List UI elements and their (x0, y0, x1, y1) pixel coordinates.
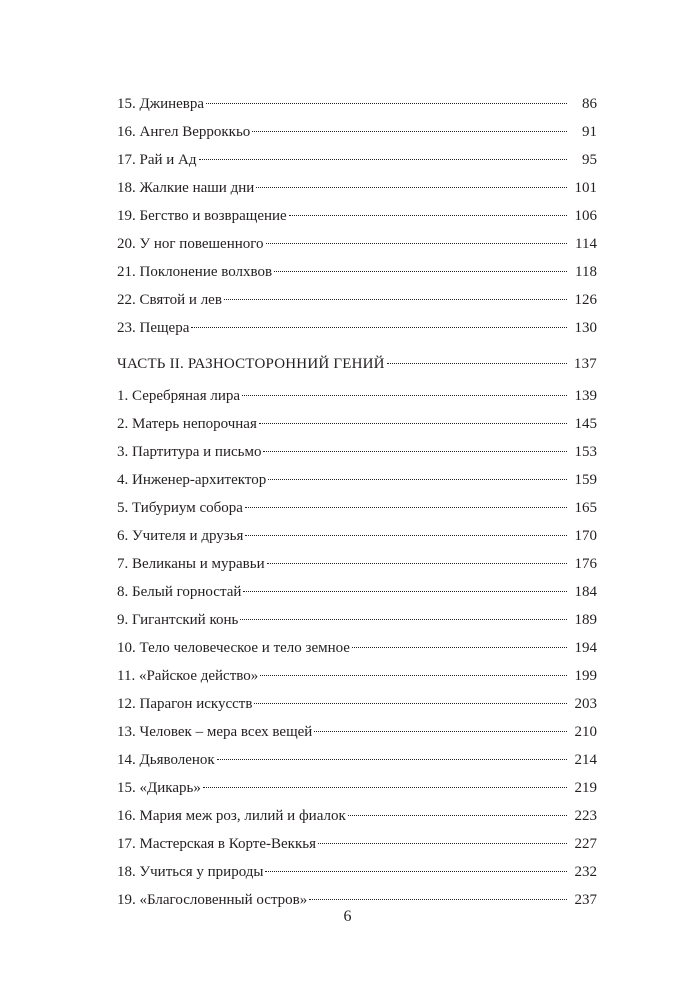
chapter-page-number: 165 (574, 500, 597, 516)
chapter-page-number: 210 (574, 724, 597, 740)
chapter-page-number: 145 (574, 416, 597, 432)
chapter-list-part-two (117, 382, 597, 914)
dot-leader (266, 243, 567, 244)
toc-entry (117, 718, 597, 746)
dot-leader (224, 299, 567, 300)
toc-entry (117, 314, 597, 342)
dot-leader (243, 591, 567, 592)
chapter-title: 5. Тибуриум собора (117, 500, 243, 516)
dot-leader (352, 647, 567, 648)
chapter-page-number: 214 (574, 752, 597, 768)
chapter-page-number: 139 (574, 388, 597, 404)
chapter-title: 2. Матерь непорочная (117, 416, 257, 432)
chapter-page-number: 189 (574, 612, 597, 628)
toc-entry (117, 258, 597, 286)
toc-entry (117, 578, 597, 606)
chapter-title: 10. Тело человеческое и тело земное (117, 640, 350, 656)
dot-leader (242, 395, 567, 396)
dot-leader (318, 843, 567, 844)
chapter-title: 20. У ног повешенного (117, 236, 264, 252)
chapter-page-number: 184 (574, 584, 597, 600)
chapter-title: 12. Парагон искусств (117, 696, 253, 712)
chapter-title: 7. Великаны и муравьи (117, 556, 265, 572)
dot-leader (199, 159, 567, 160)
chapter-title: 16. Ангел Верроккьо (117, 124, 251, 140)
chapter-page-number: 237 (574, 892, 597, 908)
chapter-page-number: 126 (574, 292, 597, 308)
chapter-title: 13. Человек – мера всех вещей (117, 724, 313, 740)
dot-leader (259, 423, 567, 424)
chapter-page-number: 95 (582, 152, 597, 168)
toc-entry (117, 690, 597, 718)
chapter-title: 16. Мария меж роз, лилий и фиалок (117, 808, 346, 824)
toc-entry (117, 466, 597, 494)
chapter-title: 15. Джиневра (117, 96, 205, 112)
chapter-title: 9. Гигантский конь (117, 612, 239, 628)
toc-entry (117, 774, 597, 802)
chapter-title: 22. Святой и лев (117, 292, 222, 308)
dot-leader (268, 479, 567, 480)
dot-leader (348, 815, 567, 816)
chapter-title: 1. Серебряная лира (117, 388, 241, 404)
dot-leader (217, 759, 567, 760)
chapter-page-number: 227 (574, 836, 597, 852)
dot-leader (260, 675, 567, 676)
table-of-contents (117, 90, 597, 914)
toc-entry (117, 494, 597, 522)
dot-leader (265, 871, 567, 872)
chapter-title: 19. «Благословенный остров» (117, 892, 308, 908)
dot-leader (191, 327, 567, 328)
toc-entry (117, 830, 597, 858)
toc-entry (117, 202, 597, 230)
toc-entry (117, 286, 597, 314)
chapter-page-number: 176 (574, 556, 597, 572)
chapter-title: 14. Дьяволенок (117, 752, 215, 768)
chapter-list-part-one (117, 90, 597, 342)
chapter-page-number: 153 (574, 444, 597, 460)
chapter-title: 8. Белый горностай (117, 584, 242, 600)
chapter-title: 4. Инженер-архитектор (117, 472, 267, 488)
toc-entry (117, 174, 597, 202)
dot-leader (252, 131, 567, 132)
chapter-page-number: 159 (574, 472, 597, 488)
toc-entry (117, 634, 597, 662)
toc-entry (117, 858, 597, 886)
page-number: 6 (343, 908, 352, 925)
toc-entry (117, 230, 597, 258)
chapter-title: 3. Партитура и письмо (117, 444, 262, 460)
dot-leader (240, 619, 567, 620)
chapter-page-number: 86 (582, 96, 597, 112)
toc-entry (117, 438, 597, 466)
dot-leader (309, 899, 567, 900)
chapter-page-number: 232 (574, 864, 597, 880)
chapter-page-number: 101 (574, 180, 597, 196)
dot-leader (387, 363, 567, 364)
chapter-title: 18. Учиться у природы (117, 864, 264, 880)
chapter-title: 19. Бегство и возвращение (117, 208, 287, 224)
dot-leader (289, 215, 567, 216)
toc-entry (117, 382, 597, 410)
toc-entry (117, 118, 597, 146)
chapter-page-number: 223 (574, 808, 597, 824)
dot-leader (254, 703, 567, 704)
chapter-page-number: 91 (582, 124, 597, 140)
toc-entry (117, 550, 597, 578)
dot-leader (274, 271, 567, 272)
toc-entry (117, 146, 597, 174)
dot-leader (267, 563, 567, 564)
chapter-title: 23. Пещера (117, 320, 190, 336)
toc-entry (117, 746, 597, 774)
part-title: ЧАСТЬ II. РАЗНОСТОРОННИЙ ГЕНИЙ (117, 356, 385, 372)
dot-leader (263, 451, 567, 452)
toc-entry (117, 802, 597, 830)
chapter-page-number: 194 (574, 640, 597, 656)
chapter-page-number: 114 (575, 236, 597, 252)
chapter-page-number: 118 (575, 264, 597, 280)
chapter-page-number: 203 (574, 696, 597, 712)
chapter-title: 15. «Дикарь» (117, 780, 201, 796)
dot-leader (203, 787, 567, 788)
dot-leader (245, 507, 567, 508)
toc-entry (117, 410, 597, 438)
chapter-title: 21. Поклонение волхвов (117, 264, 273, 280)
chapter-title: 11. «Райское действо» (117, 668, 259, 684)
toc-entry (117, 606, 597, 634)
dot-leader (206, 103, 567, 104)
chapter-page-number: 170 (574, 528, 597, 544)
chapter-title: 17. Рай и Ад (117, 152, 197, 168)
chapter-page-number: 219 (574, 780, 597, 796)
chapter-page-number: 130 (574, 320, 597, 336)
chapter-page-number: 106 (574, 208, 597, 224)
chapter-title: 6. Учителя и друзья (117, 528, 244, 544)
toc-entry (117, 90, 597, 118)
dot-leader (245, 535, 567, 536)
dot-leader (256, 187, 567, 188)
part-heading (117, 350, 597, 378)
part-page-number: 137 (573, 356, 597, 372)
chapter-title: 18. Жалкие наши дни (117, 180, 255, 196)
dot-leader (314, 731, 567, 732)
chapter-page-number: 199 (574, 668, 597, 684)
toc-entry (117, 522, 597, 550)
toc-entry (117, 662, 597, 690)
chapter-title: 17. Мастерская в Корте-Веккья (117, 836, 316, 852)
